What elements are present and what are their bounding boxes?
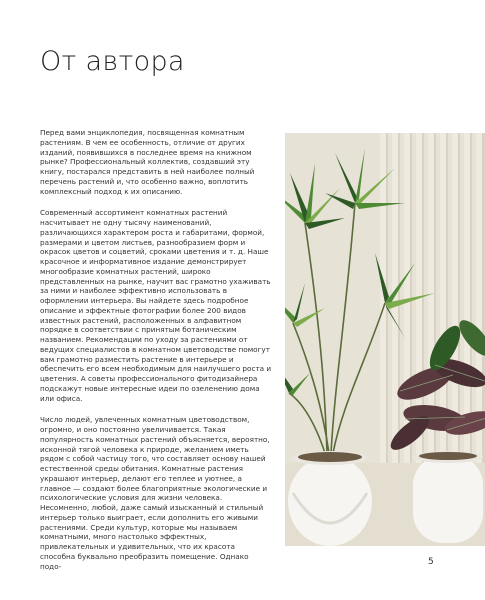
right-pot xyxy=(413,451,483,543)
paragraph-popularity: Число людей, увлеченных комнатным цветоводством, огромно, и оно постоянно увеличивается. Такая популярность комнатных растений объясняется, вероятно, исконной тягой человека к природе, желанием иметь рядом с собой частицу того, что составляет основу нашей естественной среды обитания. Комнатные растения украшают интерьер, делают его теплее и уютнее, а главное — создают более благоприятные экологические и психологические условия для жизни человека. Несомненно, любой, даже самый изысканный и стильный интерьер только выиграет, если дополнить его живыми растениями. Среди культур, которые мы называем комнатными, много настолько эффектных, привлекательных и удивительных, что их красота способна буквально преобразить помещение. Однако подо- xyxy=(40,415,270,571)
paragraph-assortment: Современный ассортимент комнатных растений насчитывает не одну тысячу наименований, различающихся характером роста и габаритами, формой, размерами и цветом листьев, разнообразием форм и окрасок цветов и соцветий, сроками цветения и т. д. Наше красочное и информативное издание демонстрирует многообразие комнатных растений, широко представленных на рынке, научит вас грамотно ухаживать за ними и наиболее эффективно использовать в оформлении интерьера. Вы найдете здесь подробное описание и эффектные фотографии более 200 видов известных растений, расположенных в алфавитном порядке в соответствии с принятым ботаническим названием. Рекомендации по уходу за растениями от ведущих специалистов в комнатном цветоводстве помогут вам грамотно разместить растение в интерьере и обеспечить его всем необходимым для наилучшего роста и цветения. А советы профессионального фитодизайнера подскажут новые интересные идеи по озеленению дома или офиса. xyxy=(40,208,272,403)
page-title: От автора xyxy=(40,46,185,77)
page-number: 5 xyxy=(428,557,434,567)
paragraph-intro: Перед вами энциклопедия, посвященная комнатным растениям. В чем ее особенность, отличие от других изданий, появившихся в последнее время на книжном рынке? Профессиональный коллектив, создавший эту книгу, постарался представить в ней наиболее полный перечень растений и, что особенно важно, воплотить комплексный подход к их описанию. xyxy=(40,128,255,196)
plants-photo xyxy=(285,133,485,546)
body-text xyxy=(40,128,272,583)
